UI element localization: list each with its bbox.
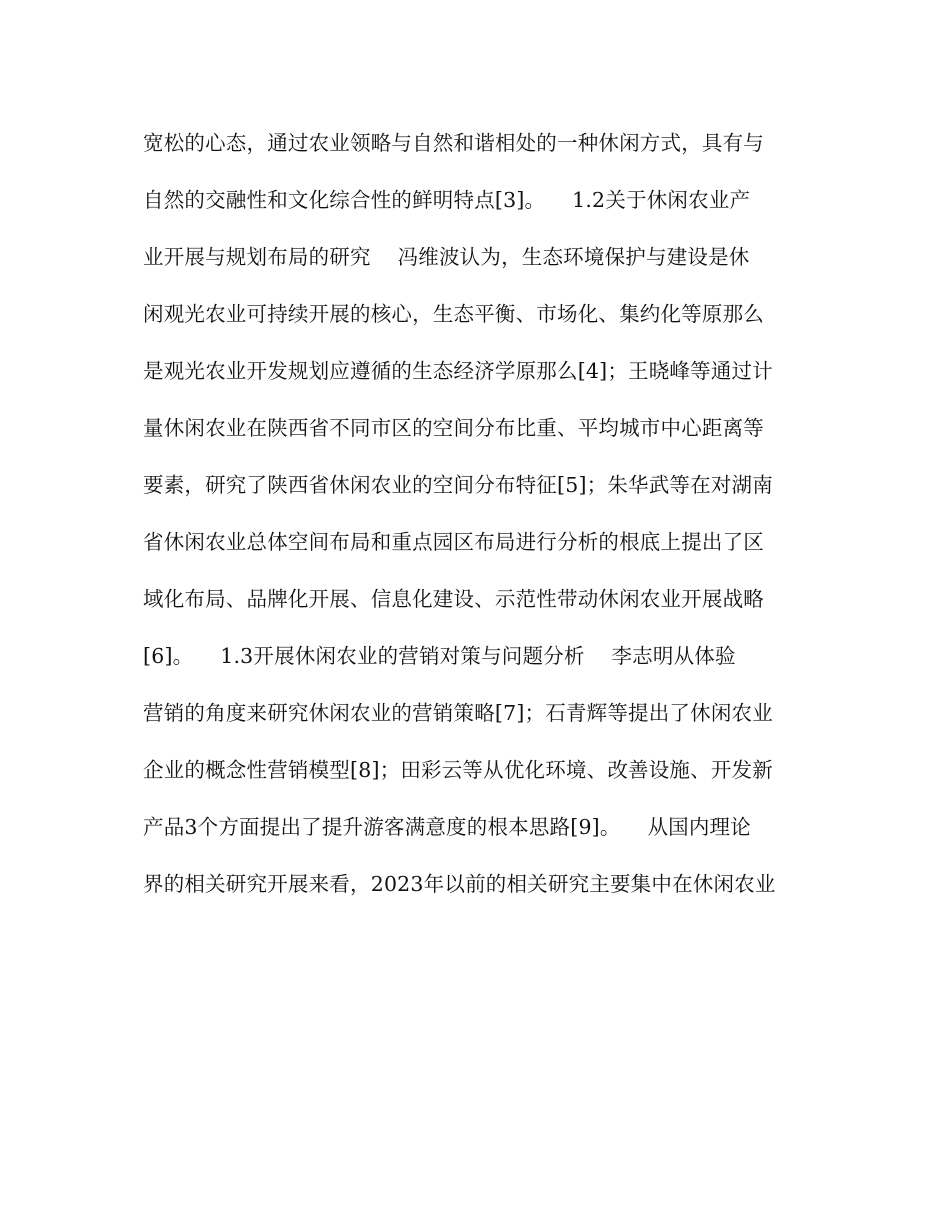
text-line: 业开展与规划布局的研究 冯维波认为，生态环境保护与建设是休 (143, 245, 750, 269)
text-line: 是观光农业开发规划应遵循的生态经济学原那么[4]；王晓峰等通过计 (143, 359, 773, 383)
text-line: 企业的概念性营销模型[8]；田彩云等从优化环境、改善设施、开发新 (143, 758, 773, 782)
text-line: 宽松的心态，通过农业领略与自然和谐相处的一种休闲方式，具有与 (143, 131, 764, 155)
text-line: 产品3个方面提出了提升游客满意度的根本思路[9]。 从国内理论 (143, 815, 751, 839)
text-line: 域化布局、品牌化开展、信息化建设、示范性带动休闲农业开展战略 (143, 587, 764, 611)
text-line: 闲观光农业可持续开展的核心，生态平衡、市场化、集约化等原那么 (143, 302, 764, 326)
text-line: [6]。 1.3开展休闲农业的营销对策与问题分析 李志明从体验 (143, 644, 736, 668)
text-line: 量休闲农业在陕西省不同市区的空间分布比重、平均城市中心距离等 (143, 416, 764, 440)
text-line: 自然的交融性和文化综合性的鲜明特点[3]。 1.2关于休闲农业产 (143, 188, 751, 212)
body-text (143, 120, 813, 918)
text-line: 界的相关研究开展来看，2023年以前的相关研究主要集中在休闲农业 (143, 872, 776, 896)
text-line: 营销的角度来研究休闲农业的营销策略[7]；石青辉等提出了休闲农业 (143, 701, 773, 725)
text-line: 要素，研究了陕西省休闲农业的空间分布特征[5]；朱华武等在对湖南 (143, 473, 773, 497)
text-line: 省休闲农业总体空间布局和重点园区布局进行分析的根底上提出了区 (143, 530, 764, 554)
